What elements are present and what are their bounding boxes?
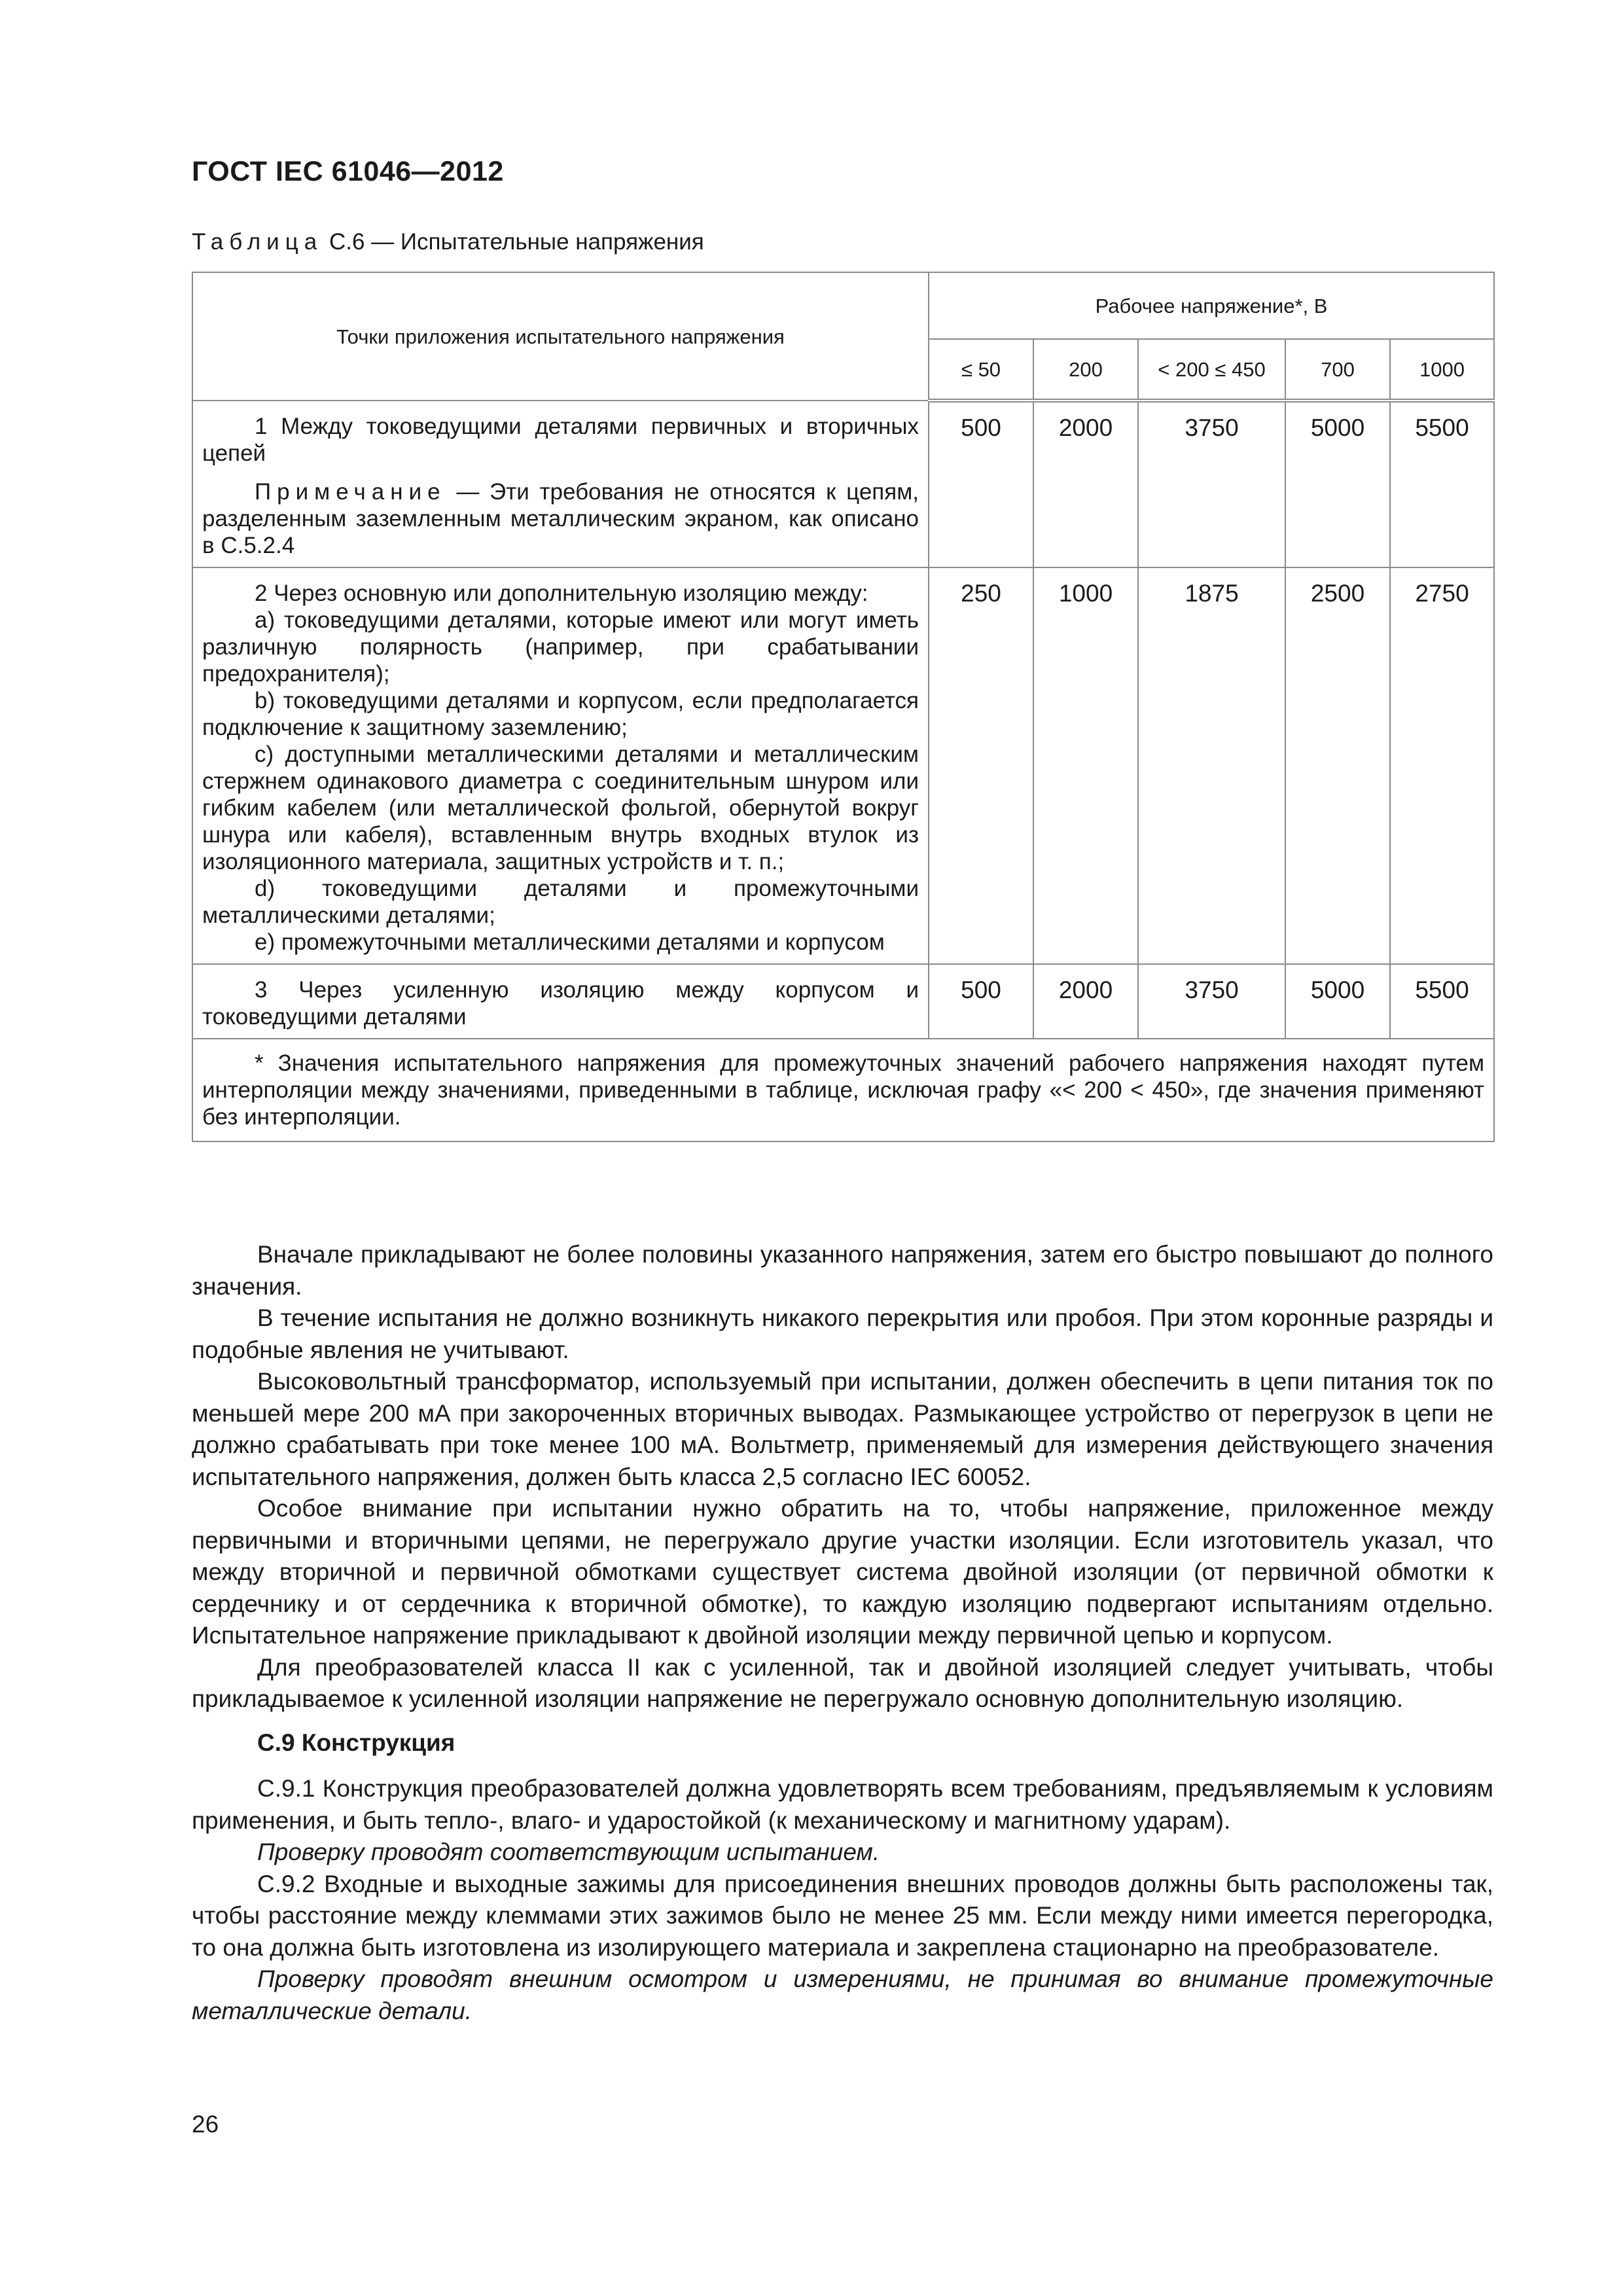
table-caption-label: Таблица (192, 229, 323, 255)
table-caption-title: С.6 — Испытательные напряжения (329, 229, 704, 255)
voltage-value: 5500 (1390, 401, 1494, 567)
row-text: е) промежуточными металлическими деталями и корпусом (255, 929, 885, 955)
row-description (192, 964, 929, 1039)
row-text: b) токоведущими деталями и корпусом, если предполагается подключение к защитному заземлению; (202, 688, 919, 740)
voltage-value: 500 (929, 964, 1033, 1039)
clause-text: С.9.2 Входные и выходные зажимы для присоединения внешних проводов должны быть расположены так, чтобы расстояние между клеммами этих зажимов было не менее 25 мм. Если между ними имеется перегородка, то она должна быть изготовлена из изолирующего материала и закреплена стационарно на преобразователе. (192, 1870, 1493, 1961)
voltage-value: 2750 (1390, 567, 1494, 964)
paragraph: В течение испытания не должно возникнуть никакого перекрытия или пробоя. При этом коронные разряды и подобные явления не учитывают. (192, 1304, 1493, 1363)
footnote-text: * Значения испытательного напряжения для промежуточных значений рабочего напряжения находят путем интерполяции между значениями, приведенными в таблице, исключая графу «< 200 < 450», где значения применяют без интерполяции. (202, 1050, 1485, 1130)
column-header-voltage: Рабочее напряжение*, В (929, 272, 1494, 339)
row-text: с) доступными металлическими деталями и металлическим стержнем одинакового диаметра с соединительным шнуром или гибким кабелем (или металлической фольгой, обернутой вокруг шнура или кабеля), вставленным внутрь входных втулок из изоляционного материала, защитных устройств и т. п.; (202, 742, 919, 874)
row-text: 1 Между токоведущими деталями первичных и вторичных цепей (202, 414, 919, 466)
test-voltage-table (192, 272, 1495, 1142)
table-footnote (192, 1039, 1494, 1141)
table-row (192, 964, 1494, 1039)
voltage-value: 2000 (1033, 964, 1138, 1039)
voltage-column-header: 200 (1033, 339, 1138, 401)
table-footnote-row (192, 1039, 1494, 1141)
page-number: 26 (192, 2111, 219, 2138)
body-text (192, 1239, 1493, 2027)
table-caption (192, 229, 704, 255)
voltage-value: 3750 (1138, 401, 1285, 567)
voltage-value: 250 (929, 567, 1033, 964)
voltage-value: 2000 (1033, 401, 1138, 567)
note-label: Примечание (255, 479, 446, 505)
row-text: 3 Через усиленную изоляцию между корпусом и токоведущими деталями (202, 977, 919, 1030)
row-note (202, 478, 919, 559)
table-row (192, 401, 1494, 567)
row-text: а) токоведущими деталями, которые имеют или могут иметь различную полярность (например, при срабатывании предохранителя); (202, 607, 919, 687)
voltage-value: 5000 (1285, 964, 1390, 1039)
row-description (192, 401, 929, 567)
voltage-column-header: 700 (1285, 339, 1390, 401)
paragraph: Вначале прикладывают не более половины указанного напряжения, затем его быстро повышают до полного значения. (192, 1241, 1493, 1300)
voltage-value: 5000 (1285, 401, 1390, 567)
voltage-column-header: ≤ 50 (929, 339, 1033, 401)
column-header-points: Точки приложения испытательного напряжения (192, 272, 929, 401)
paragraph: Особое внимание при испытании нужно обратить на то, чтобы напряжение, приложенное между первичными и вторичными цепями, не перегружало другие участки изоляции. Если изготовитель указал, что между вторичной и первичной обмотками существует система двойной изоляции (от первичной обмотки к сердечнику и от сердечника к вторичной обмотке), то каждую изоляцию подвергают испытаниям отдельно. Испытательное напряжение прикладывают к двойной изоляции между первичной цепью и корпусом. (192, 1495, 1493, 1649)
clause-text: С.9.1 Конструкция преобразователей должна удовлетворять всем требованиям, предъявляемым к условиям применения, и быть тепло-, влаго- и ударостойкой (к механическому и магнитному ударам). (192, 1775, 1493, 1834)
voltage-value: 1000 (1033, 567, 1138, 964)
voltage-value: 1875 (1138, 567, 1285, 964)
row-description (192, 567, 929, 964)
section-heading: С.9 Конструкция (257, 1729, 455, 1756)
note-text: — Эти требования не относятся к цепям, разделенным заземленным металлическим экраном, как описано в С.5.2.4 (202, 479, 919, 558)
voltage-value: 500 (929, 401, 1033, 567)
voltage-value: 3750 (1138, 964, 1285, 1039)
row-text: 2 Через основную или дополнительную изоляцию между: (255, 581, 868, 606)
voltage-column-header: < 200 ≤ 450 (1138, 339, 1285, 401)
voltage-value: 2500 (1285, 567, 1390, 964)
paragraph: Для преобразователей класса II как с усиленной, так и двойной изоляцией следует учитывать, чтобы прикладываемое к усиленной изоляции напряжение не перегружало основную дополнительную изоляцию. (192, 1653, 1493, 1712)
voltage-column-header: 1000 (1390, 339, 1494, 401)
voltage-value: 5500 (1390, 964, 1494, 1039)
verification-text: Проверку проводят внешним осмотром и измерениями, не принимая во внимание промежуточные металлические детали. (192, 1965, 1493, 2024)
paragraph: Высоковольтный трансформатор, используемый при испытании, должен обеспечить в цепи питания ток по меньшей мере 200 мА при закороченных вторичных выводах. Размыкающее устройство от перегрузок в цепи не должно срабатывать при токе менее 100 мА. Вольтметр, применяемый для измерения действующего значения испытательного напряжения, должен быть класса 2,5 согласно IEC 60052. (192, 1368, 1493, 1490)
table-row (192, 567, 1494, 964)
row-text: d) токоведущими деталями и промежуточными металлическими деталями; (202, 876, 919, 928)
document-header: ГОСТ IEC 61046—2012 (192, 156, 504, 187)
verification-text: Проверку проводят соответствующим испытанием. (257, 1839, 880, 1865)
